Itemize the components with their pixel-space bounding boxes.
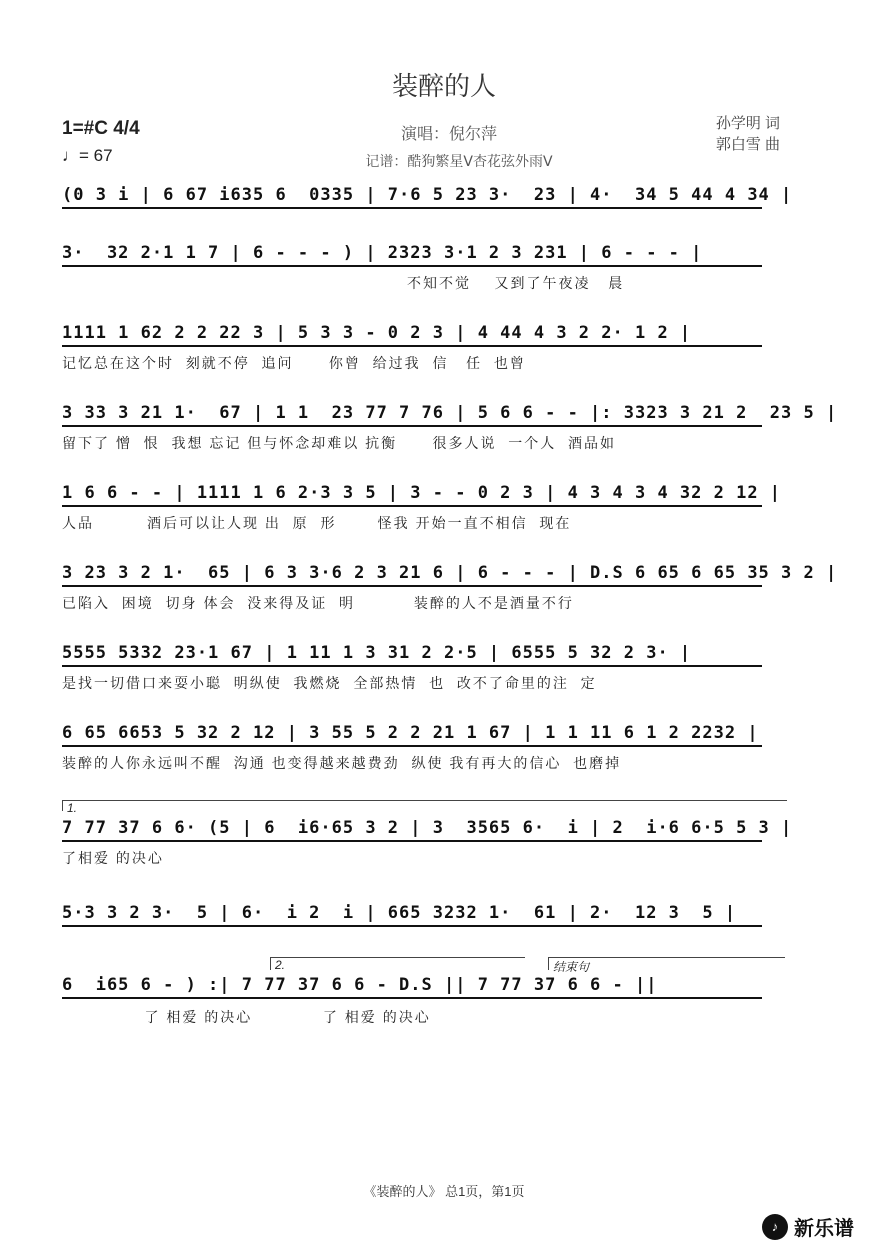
underline	[62, 997, 762, 999]
lyrics: 装醉的人你永远叫不醒 沟通 也变得越来越费劲 纵使 我有再大的信心 也磨掉	[62, 755, 622, 771]
transcriber-credit: 记谱：酷狗繁星V杏花弦外雨V	[365, 154, 553, 170]
lyrics: 不知不觉 又到了午夜凌 晨	[407, 275, 625, 291]
underline	[62, 925, 762, 927]
underline	[62, 265, 762, 267]
notes: 7 77 37 6 6· (5 | 6 i6·65 3 2 | 3 3565 6· i | 2 i·6 6·5 5 3 |	[62, 818, 793, 838]
notes: (0 3 i | 6 67 i635 6 0335 | 7·6 5 23 3· 23 | 4· 34 5 44 4 34 |	[62, 185, 793, 205]
tempo-marking: ♩= 67	[62, 146, 113, 165]
key-signature: 1=#C 4/4	[62, 118, 140, 139]
first-ending-label: 1.	[67, 801, 78, 815]
notes: 1111 1 62 2 2 22 3 | 5 3 3 - 0 2 3 | 4 44 4 3 2 2· 1 2 |	[62, 323, 692, 343]
notes: 6 65 6653 5 32 2 12 | 3 55 5 2 2 21 1 67 | 1 1 11 6 1 2 2232 |	[62, 723, 759, 743]
underline	[62, 840, 762, 842]
music-disc-icon: ♪	[762, 1214, 788, 1240]
second-ending-label: 2.	[275, 958, 286, 972]
ending-label: 结束句	[553, 960, 590, 974]
composer-credit: 郭白雪 曲	[715, 136, 780, 153]
score-row-2	[62, 243, 786, 291]
lyrics: 了 相爱 的决心 了 相爱 的决心	[62, 1009, 431, 1025]
lyricist-credit: 孙学明 词	[715, 115, 780, 132]
lyrics: 了相爱 的决心	[62, 850, 164, 866]
score-row-5	[62, 483, 786, 531]
singer-credit: 演唱：倪尔萍	[400, 126, 497, 143]
underline	[62, 505, 762, 507]
site-logo	[762, 1212, 854, 1241]
notes: 3· 32 2·1 1 7 | 6 - - - ) | 2323 3·1 2 3 231 | 6 - - - |	[62, 243, 703, 263]
underline	[62, 665, 762, 667]
notes: 5555 5332 23·1 67 | 1 11 1 3 31 2 2·5 | 6555 5 32 2 3· |	[62, 643, 692, 663]
notes: 3 23 3 2 1· 65 | 6 3 3·6 2 3 21 6 | 6 - - - | D.S 6 65 6 65 35 3 2 |	[62, 563, 838, 583]
score-row-3	[62, 323, 786, 371]
page-title: 装醉的人	[391, 71, 496, 101]
score-row-11	[62, 975, 786, 1025]
underline	[62, 345, 762, 347]
lyrics: 已陷入 困境 切身 体会 没来得及证 明 装醉的人不是酒量不行	[62, 595, 574, 611]
notes: 3 33 3 21 1· 67 | 1 1 23 77 7 76 | 5 6 6 - - |: 3323 3 21 2 23 5 |	[62, 403, 838, 423]
logo-text: 新乐谱	[794, 1218, 854, 1240]
underline	[62, 207, 762, 209]
score-row-6	[62, 563, 838, 611]
score-row-9	[62, 818, 793, 866]
underline	[62, 745, 762, 747]
lyrics: 留下了 憎 恨 我想 忘记 但与怀念却难以 抗衡 很多人说 一个人 酒品如	[62, 435, 617, 451]
notes: 6 i65 6 - ) :| 7 77 37 6 6 - D.S || 7 77 37 6 6 - ||	[62, 975, 658, 995]
score-row-1	[62, 185, 793, 221]
score-row-10	[62, 903, 786, 939]
underline	[62, 425, 762, 427]
first-ending-bracket	[62, 800, 787, 815]
notes: 1 6 6 - - | 1111 1 6 2·3 3 5 | 3 - - 0 2 3 | 4 3 4 3 4 32 2 12 |	[62, 483, 782, 503]
lyrics: 记忆总在这个时 刻就不停 追问 你曾 给过我 信 任 也曾	[62, 355, 526, 371]
ending-bracket	[548, 957, 785, 974]
notes: 5·3 3 2 3· 5 | 6· i 2 i | 665 3232 1· 61 | 2· 12 3 5 |	[62, 903, 737, 923]
score-row-4	[62, 403, 838, 451]
underline	[62, 585, 762, 587]
lyrics: 是找一切借口来耍小聪 明纵使 我燃烧 全部热情 也 改不了命里的注 定	[62, 675, 597, 691]
lyrics: 人品 酒后可以让人现 出 原 形 怪我 开始一直不相信 现在	[62, 515, 572, 531]
score-row-8	[62, 723, 786, 771]
score-row-7	[62, 643, 786, 691]
page-footer: 《装醉的人》 总1页，第1页	[363, 1184, 525, 1199]
second-ending-bracket	[270, 957, 525, 970]
